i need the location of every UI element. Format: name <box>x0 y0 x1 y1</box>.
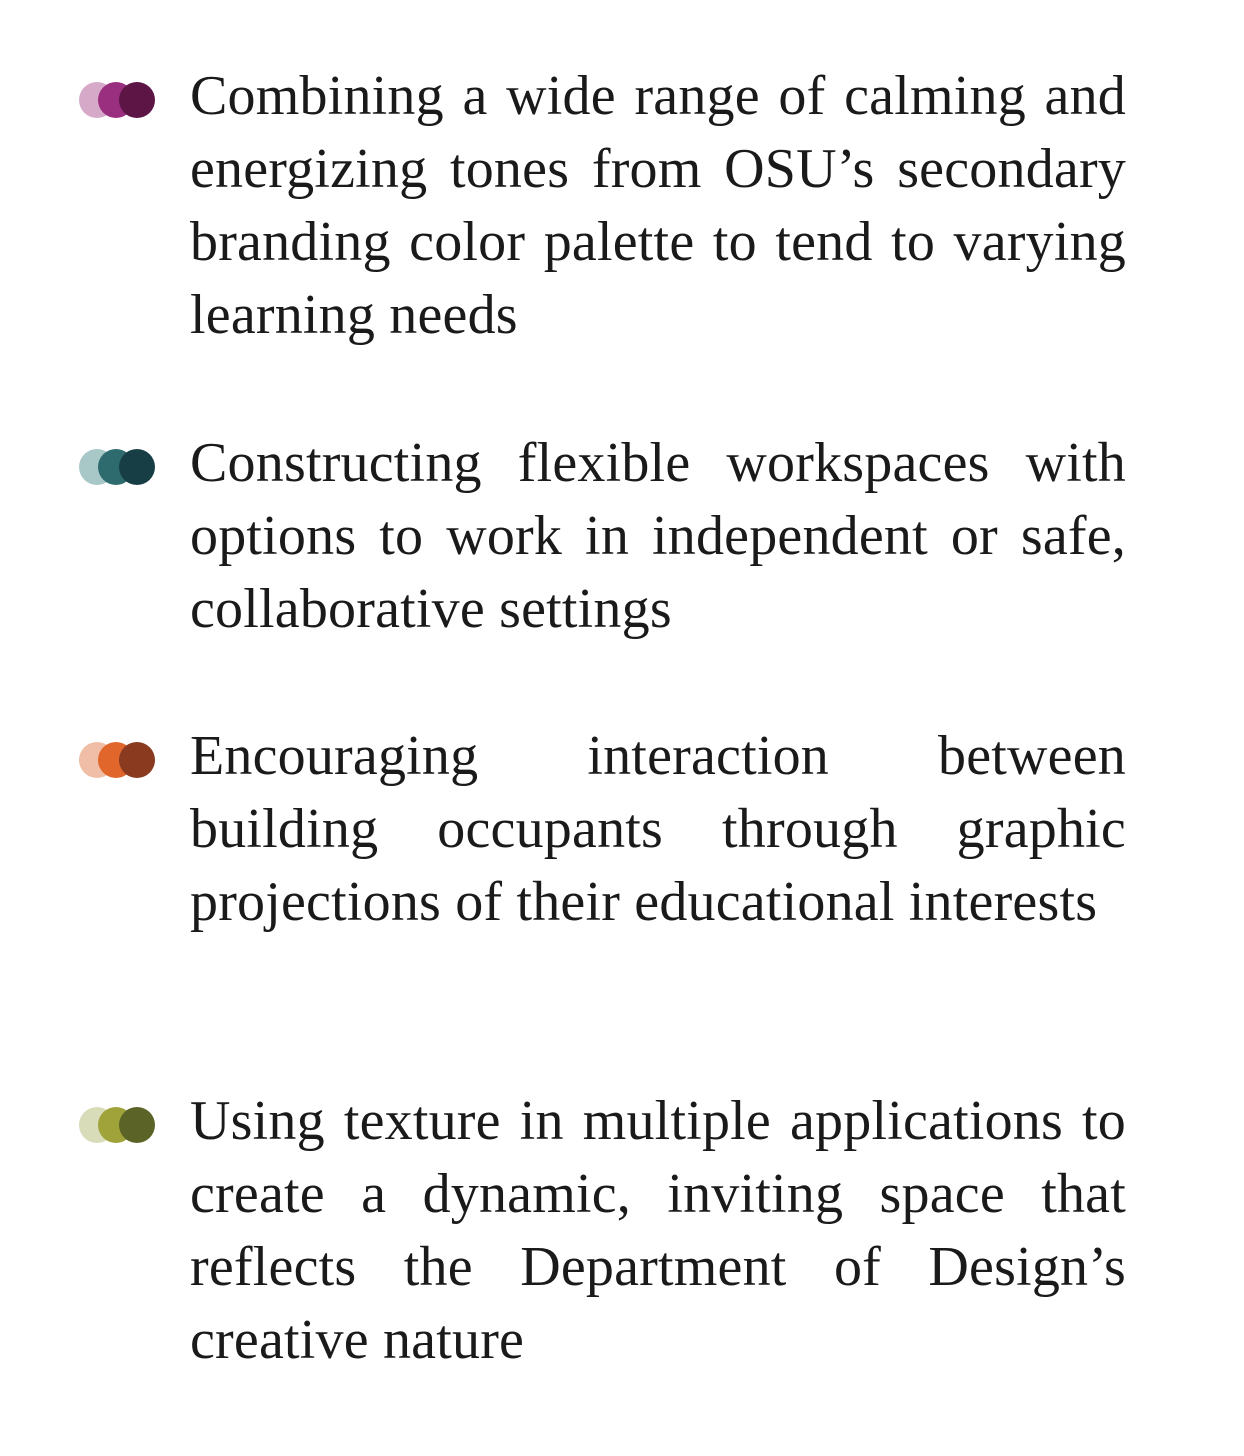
bullet-text: Combining a wide range of calming and energizing tones from OSU’s secondary branding color palette to tend to varying learning needs <box>190 65 1126 346</box>
bullet-text: Constructing flexible workspaces with options to work in independent or safe, collaborative settings <box>190 432 1126 640</box>
purple-circles-bullet-icon <box>78 80 158 120</box>
olive-circles-bullet-icon <box>78 1105 158 1145</box>
teal-circles-bullet-icon <box>78 447 158 487</box>
bullet-text: Encouraging interaction between building occupants through graphic projections of their educational interests <box>190 725 1126 933</box>
bullet-text: Using texture in multiple applications to create a dynamic, inviting space that reflects the Department of Design’s creative nature <box>190 1090 1126 1371</box>
orange-circles-bullet-icon <box>78 740 158 780</box>
